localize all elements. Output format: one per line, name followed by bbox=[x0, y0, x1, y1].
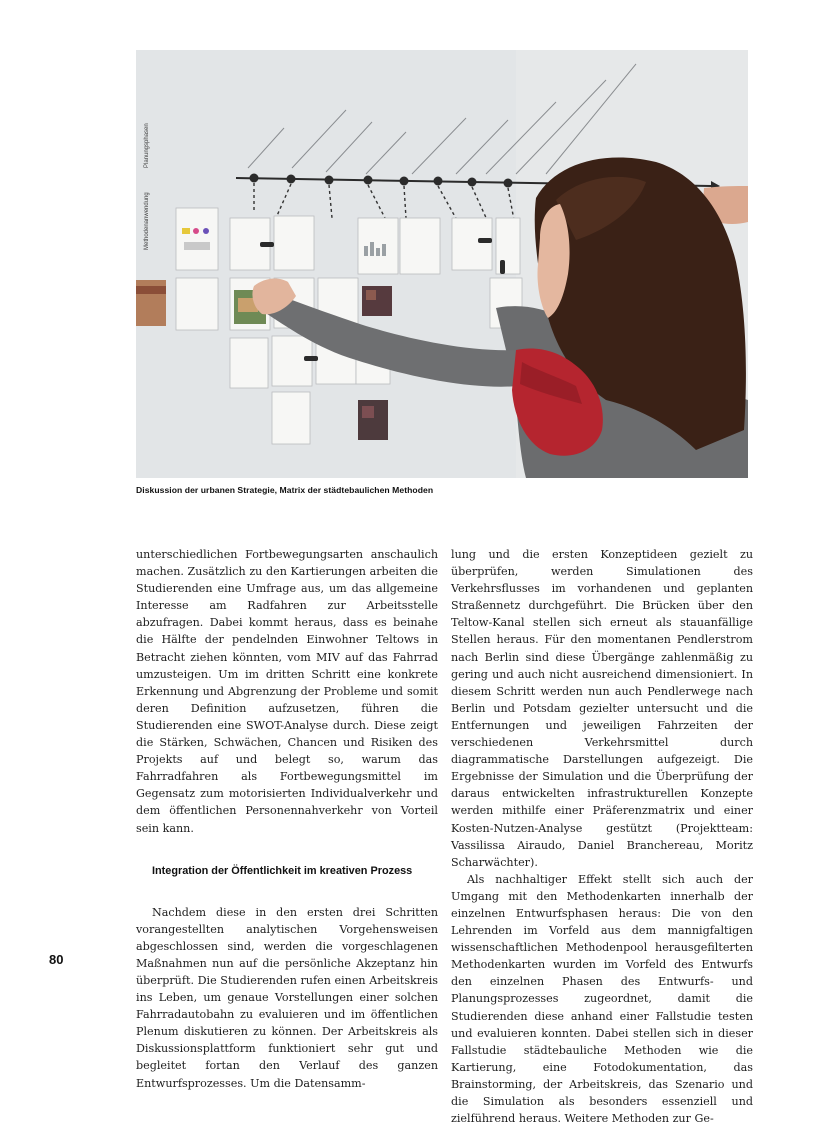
page-number: 80 bbox=[49, 952, 64, 967]
label-methodenanwendung: Methodenanwendung bbox=[144, 192, 150, 250]
photo-discussion-matrix bbox=[136, 50, 748, 478]
left-column bbox=[136, 546, 438, 1092]
photo-illustration bbox=[136, 50, 748, 478]
left-paragraph-1: unterschiedlichen Fortbewegungsarten anschaulich machen. Zusätzlich zu den Kartierungen arbeiten die Studierenden eine Umfrage aus, um das allgemeine Interesse am Radfahren zur Arbeitsstelle abzufragen. Dabei kommt heraus, dass es beinahe die Hälfte der pendelnden Einwohner Teltows in Betracht ziehen könnten, vom MIV auf das Fahrrad umzusteigen. Um im dritten Schritt eine konkrete Erkennung und Abgrenzung der Probleme und somit deren Definition aufzusetzen, führen die Studierenden eine SWOT-Analyse durch. Diese zeigt die Stärken, Schwächen, Chancen und Risiken des Projekts auf und belegt so, warum das Fahrradfahren als Fortbewegungsmittel im Gegensatz zum motorisierten Individualverkehr und dem öffentlichen Personennahverkehr von Vorteil sein kann. bbox=[136, 548, 438, 835]
section-heading: Integration der Öffentlichkeit im kreativen Prozess bbox=[152, 864, 413, 877]
right-column bbox=[451, 546, 753, 1127]
left-paragraph-2: Nachdem diese in den ersten drei Schritten vorangestellten analytischen Vorgehensweisen abgeschlossen sind, werden die vorgeschlagenen Maßnahmen nun auf die persönliche Akzeptanz hin überprüft. Die Studierenden rufen einen Arbeitskreis ins Leben, um genaue Vorstellungen einer solchen Fahrradautobahn zu evaluieren und im öffentlichen Plenum diskutieren zu können. Der Arbeitskreis als Diskussionsplattform funktioniert sehr gut und begleitet fortan den Verlauf des ganzen Entwurfsprozesses. Um die Datensamm- bbox=[136, 905, 438, 1090]
right-paragraph-2: Als nachhaltiger Effekt stellt sich auch der Umgang mit den Methodenkarten innerhalb der einzelnen Entwurfsphasen heraus: Die von den Lehrenden im Vorfeld aus dem mannigfaltigen wissenschaftlichen Methodenpool herausgefilterten Methodenkarten wurden im Vorfeld des Entwurfs den einzelnen Phasen des Entwurfs- und Planungsprozesses zugeordnet, damit die Studierenden diese anhand einer Fallstudie testen und evaluieren konnten. Dabei stellen sich in dieser Fallstudie städtebauliche Methoden wie die Kartierung, eine Fotodokumentation, das Brainstorming, der Arbeitskreis, das Szenario und die Simulation als besonders essenziell und zielführend heraus. Weitere Methoden zur Ge- bbox=[451, 872, 753, 1126]
photo-caption: Diskussion der urbanen Strategie, Matrix der städtebaulichen Methoden bbox=[136, 485, 434, 495]
label-planungsphasen: Planungsphasen bbox=[144, 123, 150, 168]
right-paragraph-1: lung und die ersten Konzeptideen gezielt zu überprüfen, werden Simulationen des Verkehrsflusses im vorhandenen und geplanten Straßennetz durchgeführt. Die Brücken über den Teltow-Kanal stellen sich erneut als stauanfällige Stellen heraus. Für den momentanen Pendlerstrom nach Berlin sind diese Übergänge zahlenmäßig zu gering und auch nicht ausreichend dimensioniert. In diesem Schritt werden nun auch Pendlerwege nach Berlin und Potsdam gezielter untersucht und die Entfernungen und jeweiligen Fahrzeiten der verschiedenen Verkehrsmittel durch diagrammatische Darstellungen aufgezeigt. Die Ergebnisse der Simulation und die Überprüfung der daraus entwickelten infrastrukturellen Konzepte werden mithilfe einer Präferenzmatrix und einer Kosten-Nutzen-Analyse gestützt (Projektteam: Vassilissa Airaudo, Daniel Branchereau, Moritz Scharwächter). bbox=[451, 548, 753, 869]
